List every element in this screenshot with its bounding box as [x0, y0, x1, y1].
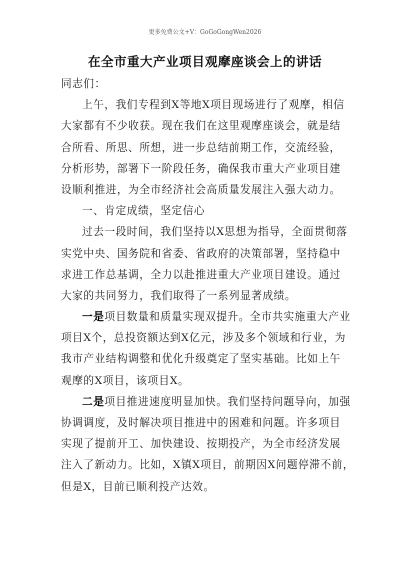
- paragraph-line: 但是X，目前已顺利投产达效。: [61, 480, 215, 493]
- paragraph-line: 大家都有不少收获。现在我们在这里观摩座谈会，就是结: [61, 120, 341, 133]
- point-two-lead: 二是: [82, 395, 105, 408]
- point-two-text: 项目推进速度明显加快。我们坚持问题导向，加强: [104, 395, 351, 408]
- header-note: 更多免费公文+V：GoGoGongWen2026: [148, 29, 262, 36]
- document-body: [61, 74, 355, 498]
- paragraph-line: 实现了提前开工、加快建设、按期投产，为全市经济发展: [61, 438, 341, 451]
- paragraph-line: 设顺利推进，为全市经济社会高质量发展注入强大动力。: [61, 183, 341, 196]
- paragraph-line: 合所看、所思、所想，进一步总结前期工作，交流经验，: [61, 141, 341, 154]
- point-two-first-line: [61, 392, 355, 413]
- point-one-text: 项目数量和质量实现双提升。全市共实施重大产业: [104, 311, 351, 324]
- paragraph-line: 分析形势，部署下一阶段任务，确保我市重大产业项目建: [61, 162, 341, 175]
- section-heading: 一、肯定成绩，坚定信心: [82, 205, 206, 218]
- paragraph-line: 协调调度，及时解决项目推进中的困难和问题。许多项目: [61, 417, 341, 429]
- paragraph-line: 上午，我们专程到X等地X项目现场进行了观摩，相信: [82, 99, 345, 112]
- point-one-first-line: [61, 307, 355, 328]
- paragraph-line: 项目X个，总投资额达到X亿元，涉及多个领域和行业，为: [61, 332, 346, 345]
- paragraph-line: 注入了新动力。比如，X镇X项目，前期因X问题停滞不前，: [61, 459, 355, 472]
- paragraph-line: 观摩的X项目，该项目X。: [61, 374, 190, 387]
- document-title: 在全市重大产业项目观摩座谈会上的讲话: [87, 54, 322, 69]
- paragraph-line: 求进工作总基调，全力以赴推进重大产业项目建设。通过: [61, 268, 341, 281]
- salutation: 同志们：: [61, 78, 106, 90]
- point-one-lead: 一是: [82, 311, 105, 324]
- paragraph-line: 实党中央、国务院和省委、省政府的决策部署，坚持稳中: [61, 247, 341, 260]
- paragraph-line: 大家的共同努力，我们取得了一系列显著成绩。: [61, 289, 297, 302]
- paragraph-line: 过去一段时间，我们坚持以X思想为指导，全面贯彻落: [82, 226, 348, 239]
- paragraph-line: 我市产业结构调整和优化升级奠定了坚实基础。比如上午: [61, 353, 341, 366]
